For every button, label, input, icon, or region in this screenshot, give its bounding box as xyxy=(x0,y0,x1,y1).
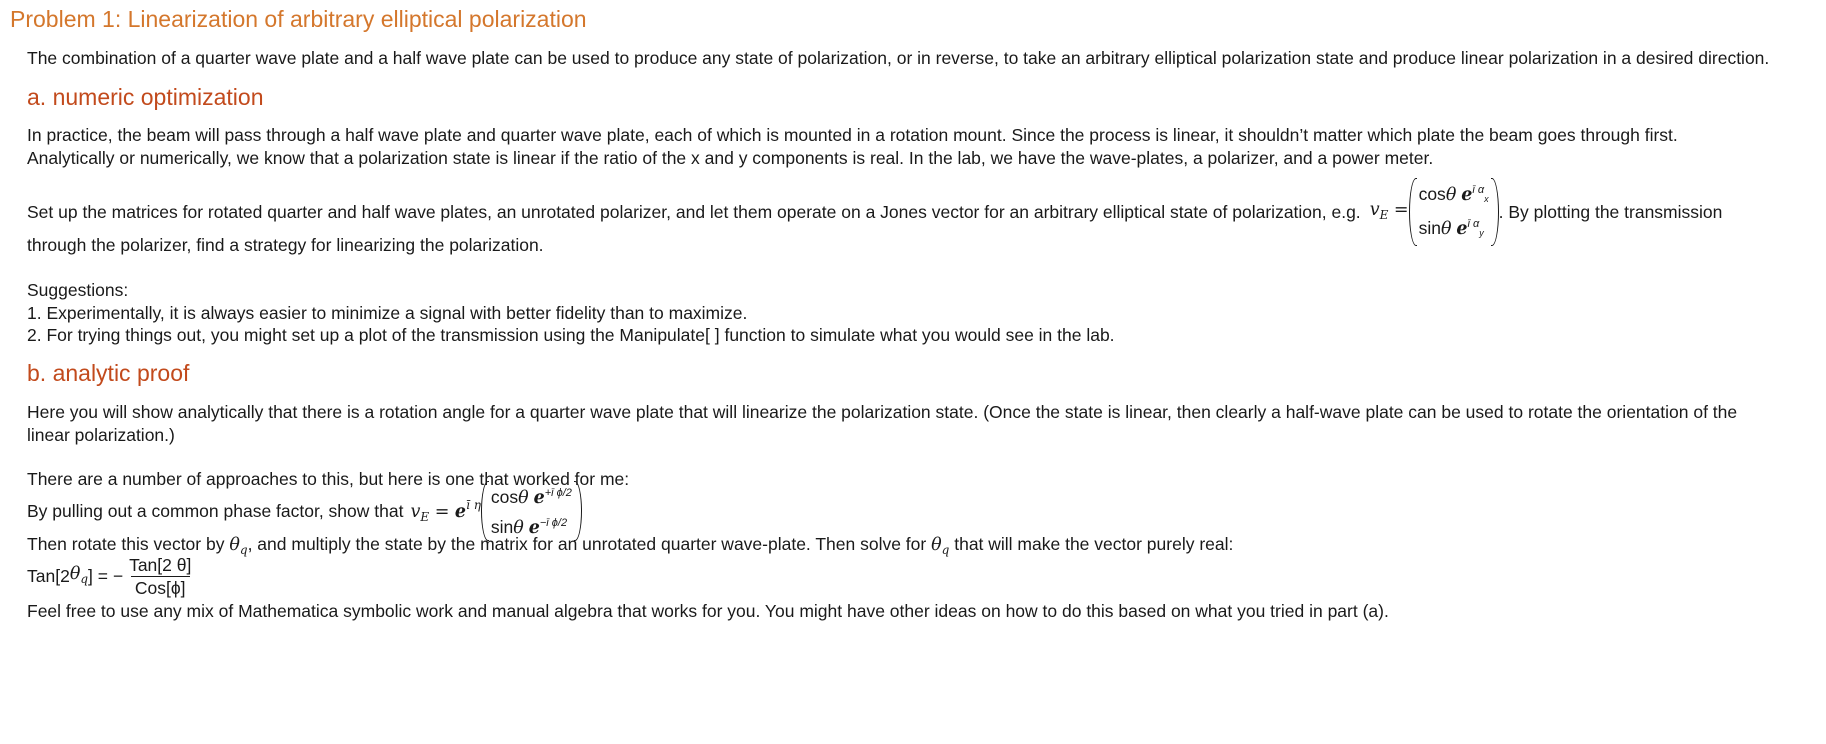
section-a-para2-line1 xyxy=(27,186,1722,238)
section-a-para2-line2: through the polarizer, find a strategy for linearizing the polarization. xyxy=(27,235,544,255)
E-subscript: E xyxy=(1379,207,1389,222)
matrix-row-y: sinθ $e^{ī \alpha}y$ xyxy=(1418,218,1484,239)
tan-lhs: Tan[2 xyxy=(27,566,70,586)
section-a-para1-line2: Analytically or numerically, we know that a polarization state is linear if the ratio of the x and y components is real. In the lab, we have the wave-plates, a polarizer, and a power meter. xyxy=(27,148,1434,168)
fraction-numerator: Tan[2 θ] xyxy=(129,554,192,575)
jones-vector-matrix xyxy=(1409,178,1499,246)
theta-q-in-tan: $\theta_q$ xyxy=(69,563,89,586)
tan-fraction xyxy=(125,554,195,599)
right-paren xyxy=(1491,178,1499,246)
rotate-line xyxy=(27,531,1233,563)
section-a-heading: a. numeric optimization xyxy=(27,84,264,110)
theta-q-symbol-2: $\theta_q$ xyxy=(931,535,950,557)
final-paragraph: Feel free to use any mix of Mathematica symbolic work and manual algebra that works for you. You might have other ideas on how to do this based on what you tried in part (a). xyxy=(27,601,1389,621)
tan-equation xyxy=(27,553,195,599)
suggestions-label: Suggestions: xyxy=(27,280,129,300)
tan-rhs: ] = − xyxy=(88,566,124,586)
rotate-middle-text: , and multiply the state by the matrix for an unrotated quarter wave-plate. Then solve for xyxy=(247,534,927,554)
intro-paragraph: The combination of a quarter wave plate and a half wave plate can be used to produce any state of polarization, or in reverse, to take an arbitrary elliptical polarization state and produce linear polarization in a desired direction. xyxy=(27,48,1770,68)
para2-after-text: . By plotting the transmission xyxy=(1498,202,1723,222)
v-symbol: v xyxy=(1369,199,1380,220)
suggestion-1: 1. Experimentally, it is always easier to minimize a signal with better fidelity than to maximize. xyxy=(27,303,748,323)
problem-title: Problem 1: Linearization of arbitrary elliptical polarization xyxy=(10,6,587,32)
phase-row-top: cosθ $e^{+ī \phi/2}$ xyxy=(490,487,572,508)
rotate-before-text: Then rotate this vector by xyxy=(27,534,225,554)
eta-exponent: ī η xyxy=(466,498,481,512)
matrix-row-x: cosθ $e^{ī \alpha}x$ xyxy=(1418,184,1489,205)
section-b-para1-line1: Here you will show analytically that there is a rotation angle for a quarter wave plate that will linearize the polarization state. (Once the state is linear, then clearly a half-wave plate can be used to rotate the orientation of the xyxy=(27,402,1738,422)
approaches-line: There are a number of approaches to this, but here is one that worked for me: xyxy=(27,469,630,489)
equals-sign: = xyxy=(1388,199,1409,220)
jones-vector-equation xyxy=(1370,197,1409,228)
section-a-para1-line1: In practice, the beam will pass through a half wave plate and quarter wave plate, each of which is mounted in a rotation mount. Since the process is linear, it shouldn’t matter which plate the beam goes through first. xyxy=(27,125,1678,145)
suggestion-2: 2. For trying things out, you might set up a plot of the transmission using the Manipulate[ ] function to simulate what you would see in the lab. xyxy=(27,325,1115,345)
left-paren xyxy=(1409,178,1417,246)
section-b-para1-line2: linear polarization.) xyxy=(27,425,175,445)
phase-equation: $v_E = e^{ī \eta}$ xyxy=(410,498,481,524)
section-b-heading: b. analytic proof xyxy=(27,360,190,386)
phase-factor-line xyxy=(27,486,582,536)
theta-q-symbol: $\theta_q$ xyxy=(229,535,248,557)
para2-before-text: Set up the matrices for rotated quarter and half wave plates, an unrotated polarizer, and let them operate on a Jones vector for an arbitrary elliptical state of polarization, e.g. xyxy=(27,202,1361,222)
fraction-denominator: Cos[ϕ] xyxy=(131,576,190,599)
rotate-after-text: that will make the vector purely real: xyxy=(954,534,1234,554)
pulling-text: By pulling out a common phase factor, show that xyxy=(27,501,404,521)
phase-row-bottom: sinθ $e^{-ī \phi/2}$ xyxy=(490,517,568,538)
